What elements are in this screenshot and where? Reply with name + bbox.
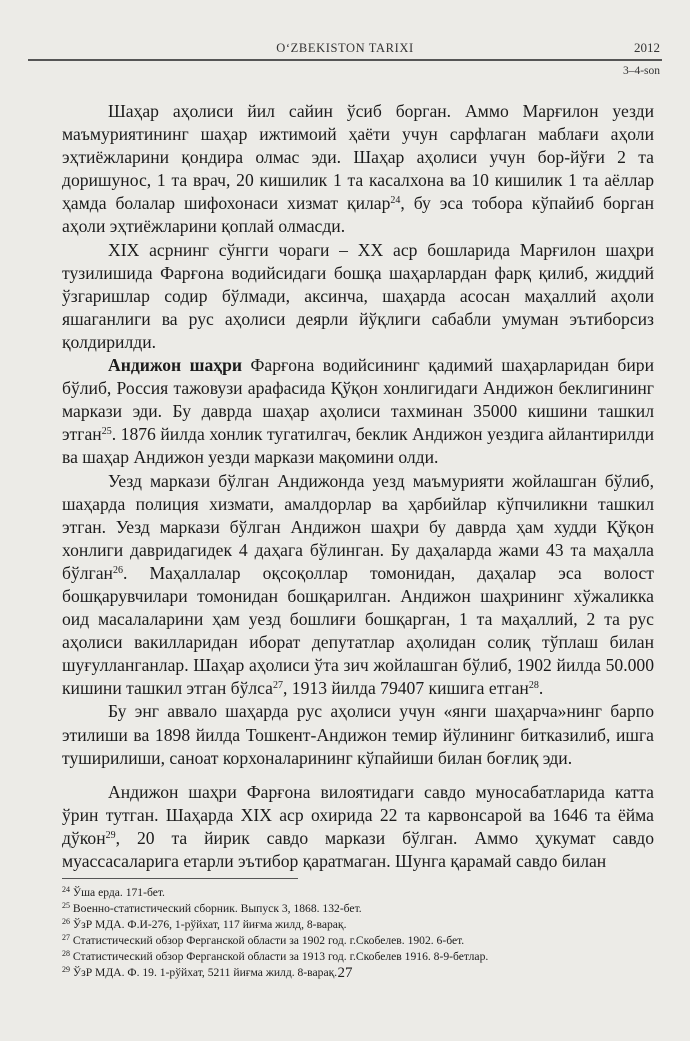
- paragraph-text: XIX асрнинг сўнгги чораги – XX аср бошларида Марғилон шаҳри тузилишида Фарғона водийсидаги бошқа шаҳарлардан фарқ қилиб, жиддий ўзгаришлар содир бўлмади, аксинча, шаҳарда асосан маҳаллий аҳоли яшаганлиги ва рус аҳолиси деярли йўқлиги сабабли умуман эътиборсиз қолдирилди.: [62, 239, 654, 352]
- footnote: [62, 901, 652, 917]
- footnote: [62, 917, 652, 933]
- footnote-number: 29: [62, 964, 70, 974]
- running-header-issue: 3–4-son: [622, 65, 660, 77]
- footnote-number: 24: [62, 885, 70, 894]
- footnote-number: 28: [62, 948, 70, 958]
- footnote-separator: [62, 878, 298, 879]
- paragraph-text: , 1913 йилда 79407 кишига етган: [283, 678, 529, 699]
- paragraph: [62, 100, 654, 239]
- footnote-ref[interactable]: 29: [105, 829, 116, 841]
- paragraph-text: Шаҳар аҳолиси йил сайин ўсиб борган. Аммо Марғилон уезди маъмуриятининг шаҳар ижтимоий ҳаёти учун сарфлаган маблағи аҳоли эҳтиёжларини қондира олмас эди. Шаҳар аҳолиси учун бор-йўғи 2 та доришунос, 1 та врач, 20 кишилик 1 та касалхона ва 10 кишилик 1 та аёллар ҳамда болалар шифохонаси хизмат қилар: [62, 101, 654, 214]
- paragraph-text: , 20 та йирик савдо маркази бўлган. Аммо ҳукумат савдо муассасаларига етарли эътибор қаратмаган. Шунга қарамай савдо билан: [62, 827, 654, 871]
- paragraph: [62, 781, 654, 873]
- footnote-ref[interactable]: 25: [101, 426, 112, 438]
- section-lead-term: Андижон шаҳри: [108, 355, 243, 376]
- paragraph-text: .: [538, 678, 544, 699]
- header-rule: [28, 59, 662, 61]
- footnote-text: ЎзР МДА. Ф. 19. 1-рўйхат, 5211 йиғма жилд. 8-варақ.: [72, 965, 338, 979]
- footnote: [62, 933, 652, 949]
- footnote-number: 25: [62, 900, 70, 910]
- paragraph: [62, 700, 654, 769]
- footnote-text: Статистический обзор Ферганской области за 1902 год. г.Скобелев. 1902. 6-бет.: [72, 933, 465, 947]
- paragraph-text: Фарғона водийсининг қадимий шаҳарларидан бири бўлиб, Россия тажовузи арафасида Қўқон хонлигидаги Андижон беклигининг маркази эди. Бу даврда шаҳар аҳолиси тахминан 35000 кишини ташкил этган: [62, 355, 655, 445]
- footnote: [62, 949, 652, 965]
- paragraph-text: , бу эса тобора кўпайиб борган аҳоли эҳтиёжларини қоплай олмасди.: [62, 193, 654, 237]
- paragraph: [62, 470, 654, 701]
- footnote-ref[interactable]: 28: [528, 680, 539, 692]
- paragraph: [62, 239, 654, 354]
- footnote-ref[interactable]: 27: [273, 680, 283, 692]
- article-body: [62, 100, 654, 873]
- footnote-ref[interactable]: 26: [112, 564, 123, 576]
- running-header-journal: O‘ZBEKISTON TARIXI: [276, 41, 414, 55]
- paragraph-text: . 1876 йилда хонлик тугатилгач, беклик Андижон уездига айлантирилди ва шаҳар Андижон уезди маркази мақомини олди.: [62, 424, 654, 468]
- footnote-text: ЎзР МДА. Ф.И-276, 1-рўйхат, 117 йиғма жилд, 8-варақ.: [72, 917, 347, 931]
- footnote-text: Статистический обзор Ферганской области за 1913 год. г.Скобелев 1916. 8-9-бетлар.: [72, 949, 489, 963]
- footnote-number: 27: [62, 932, 70, 942]
- footnote: [62, 885, 652, 901]
- paragraph-text: Бу энг аввало шаҳарда рус аҳолиси учун «янги шаҳарча»нинг барпо этилиши ва 1898 йилда Тошкент-Андижон темир йўлининг битказилиб, ишга туширилиши, саноат корхоналарининг кўпайиши билан боғлиқ эди.: [62, 701, 654, 768]
- footnote-text: Военно-статистический сборник. Выпуск 3, 1868. 132-бет.: [72, 901, 362, 915]
- page-number: 27: [337, 965, 353, 981]
- running-header-year: 2012: [634, 40, 660, 55]
- paragraph-text: Уезд маркази бўлган Андижонда уезд маъмурияти жойлашган бўлиб, шаҳарда полиция хизмати, амалдорлар ва ҳарбийлар кўпчиликни ташкил этган. Уезд маркази бўлган Андижон шаҳри бу даврда ҳам худди Қўқон хонлиги давридагидек 4 даҳага бўлинган. Бу даҳаларда жами 43 та маҳалла бўлган: [62, 470, 654, 583]
- footnote-number: 26: [62, 916, 70, 926]
- footnote-ref[interactable]: 24: [390, 195, 401, 207]
- paragraph: [62, 354, 654, 469]
- footnote-text: Ўша ерда. 171-бет.: [72, 886, 165, 899]
- paragraph-text: Андижон шаҳри Фарғона вилоятидаги савдо муносабатларида катта ўрин тутган. Шаҳарда XIX аср охирида 22 та карвонсарой ва 1646 та ёйма дўкон: [62, 781, 654, 848]
- paragraph-text: . Маҳаллалар оқсоқоллар томонидан, даҳалар эса волост бошқарувчилари томонидан бошқарилган. Андижон шаҳрининг хўжаликка оид масалаларини ҳам уезд бошлиғи бошқарган, 1 та маҳаллий, 2 та рус аҳолиси вакилларидан иборат депутатлар аҳолидан солиқ тўплаш билан шуғулланганлар. Шаҳар аҳолиси ўта зич жойлашган бўлиб, 1902 йилда 50.000 кишини ташкил этган бўлса: [62, 562, 654, 699]
